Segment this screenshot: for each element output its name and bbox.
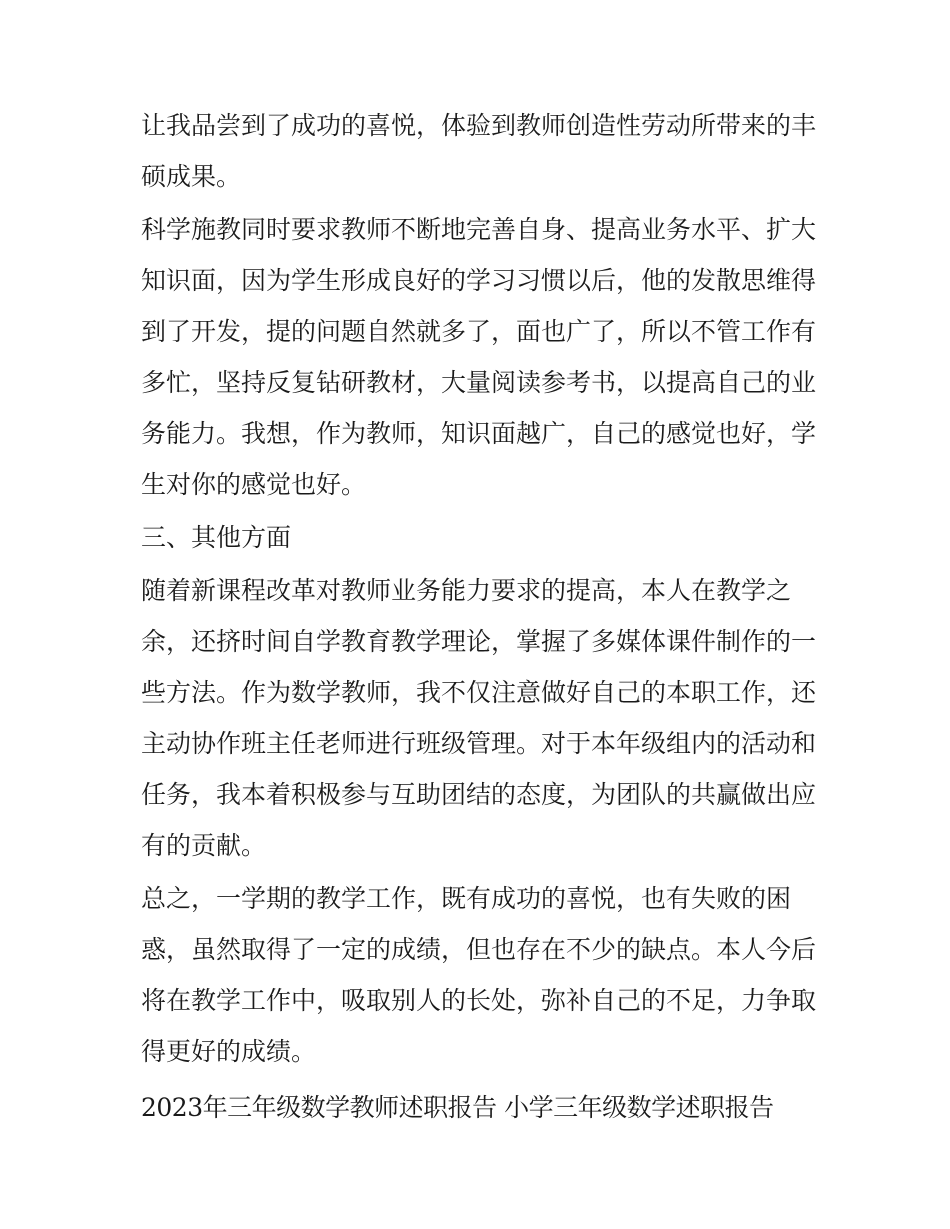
- text-line: 生对你的感觉也好。: [141, 470, 367, 499]
- paragraph-2: [141, 204, 821, 510]
- paragraph-1: [141, 100, 821, 202]
- text-line: 到了开发，提的问题自然就多了，面也广了，所以不管工作有: [141, 317, 817, 346]
- text-line: 随着新课程改革对教师业务能力要求的提高，本人在教学之: [141, 576, 792, 605]
- text-line: 将在教学工作中，吸取别人的长处，弥补自己的不足，力争取: [141, 986, 817, 1015]
- paragraph-3: [141, 565, 821, 871]
- paragraph-4: [141, 873, 821, 1077]
- text-line: 硕成果。: [141, 162, 242, 191]
- next-document-title: 2023年三年级数学教师述职报告 小学三年级数学述职报告: [141, 1093, 774, 1122]
- text-line: 得更好的成绩。: [141, 1037, 317, 1066]
- text-line: 务能力。我想，作为教师，知识面越广，自己的感觉也好，学: [141, 419, 817, 448]
- text-line: 有的贡献。: [141, 831, 267, 860]
- document-body: [141, 100, 821, 1133]
- text-line: 总之，一学期的教学工作，既有成功的喜悦，也有失败的困: [141, 884, 792, 913]
- section-heading-text: 三、其他方面: [141, 523, 292, 552]
- text-line: 主动协作班主任老师进行班级管理。对于本年级组内的活动和: [141, 729, 817, 758]
- text-line: 任务，我本着积极参与互助团结的态度，为团队的共赢做出应: [141, 780, 817, 809]
- text-line: 知识面，因为学生形成良好的学习习惯以后，他的发散思维得: [141, 266, 817, 295]
- section-heading: [141, 512, 821, 563]
- text-line: 些方法。作为数学教师，我不仅注意做好自己的本职工作，还: [141, 678, 817, 707]
- text-line: 惑，虽然取得了一定的成绩，但也存在不少的缺点。本人今后: [141, 935, 817, 964]
- text-line: 多忙，坚持反复钻研教材，大量阅读参考书，以提高自己的业: [141, 368, 817, 397]
- text-line: 科学施教同时要求教师不断地完善自身、提高业务水平、扩大: [141, 215, 817, 244]
- text-line: 余，还挤时间自学教育教学理论，掌握了多媒体课件制作的一: [141, 627, 817, 656]
- text-line: 让我品尝到了成功的喜悦，体验到教师创造性劳动所带来的丰: [141, 111, 817, 140]
